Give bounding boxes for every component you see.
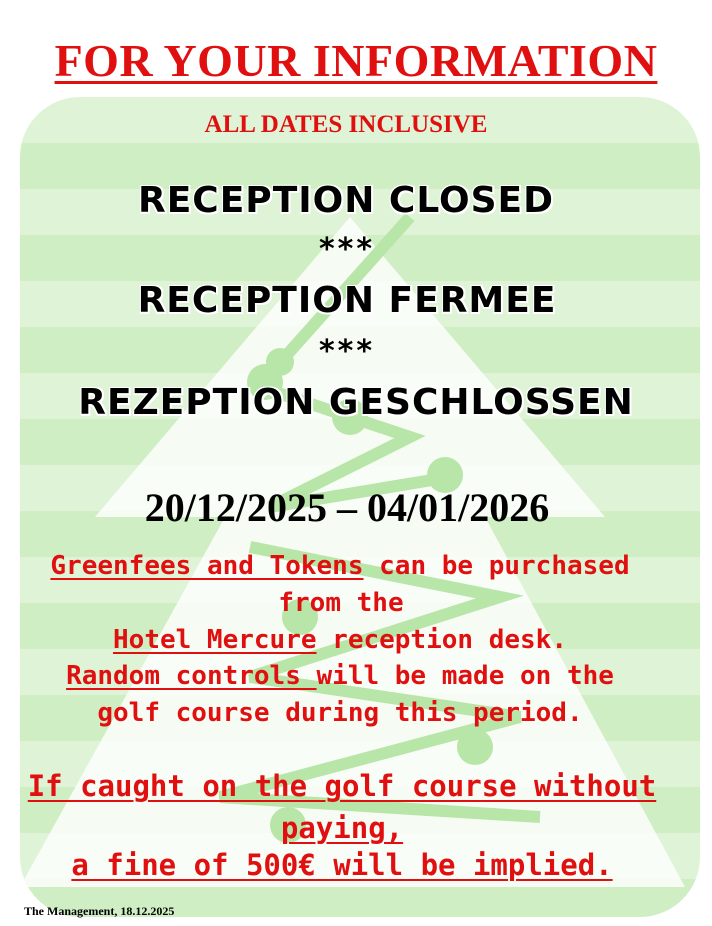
- warning-line-1: If caught on the golf course without: [27, 769, 657, 803]
- purchase-line-1: [0, 548, 680, 584]
- date-range: 20/12/2025 – 04/01/2026: [144, 485, 550, 530]
- warning-line-3: a fine of 500€ will be implied.: [71, 848, 613, 882]
- warning-line-2: paying,: [280, 811, 404, 845]
- subtitle: ALL DATES INCLUSIVE: [204, 111, 488, 138]
- purchase-line-4: [0, 658, 680, 694]
- signature: The Management, 18.12.2025: [24, 904, 175, 918]
- reception-closed-fr: RECEPTION FERMEE: [137, 280, 557, 321]
- reception-closed-en: RECEPTION CLOSED: [137, 180, 554, 221]
- purchase-text-1: can be purchased: [363, 551, 630, 581]
- page-title: FOR YOUR INFORMATION: [54, 35, 658, 86]
- hotel-mercure-text: Hotel Mercure: [113, 625, 317, 655]
- purchase-line-5: golf course during this period.: [97, 698, 583, 728]
- random-controls-text: Random controls: [66, 661, 317, 691]
- purchase-text-2: reception desk.: [316, 625, 567, 655]
- purchase-line-2: from the: [278, 588, 404, 618]
- purchase-text-3: will be made on the: [316, 661, 614, 691]
- reception-closed-de: REZEPTION GESCHLOSSEN: [78, 382, 634, 423]
- purchase-line-3: [0, 622, 680, 658]
- greenfees-tokens-text: Greenfees and Tokens: [50, 551, 364, 581]
- separator-stars: ***: [318, 334, 376, 369]
- separator-stars: ***: [318, 232, 376, 267]
